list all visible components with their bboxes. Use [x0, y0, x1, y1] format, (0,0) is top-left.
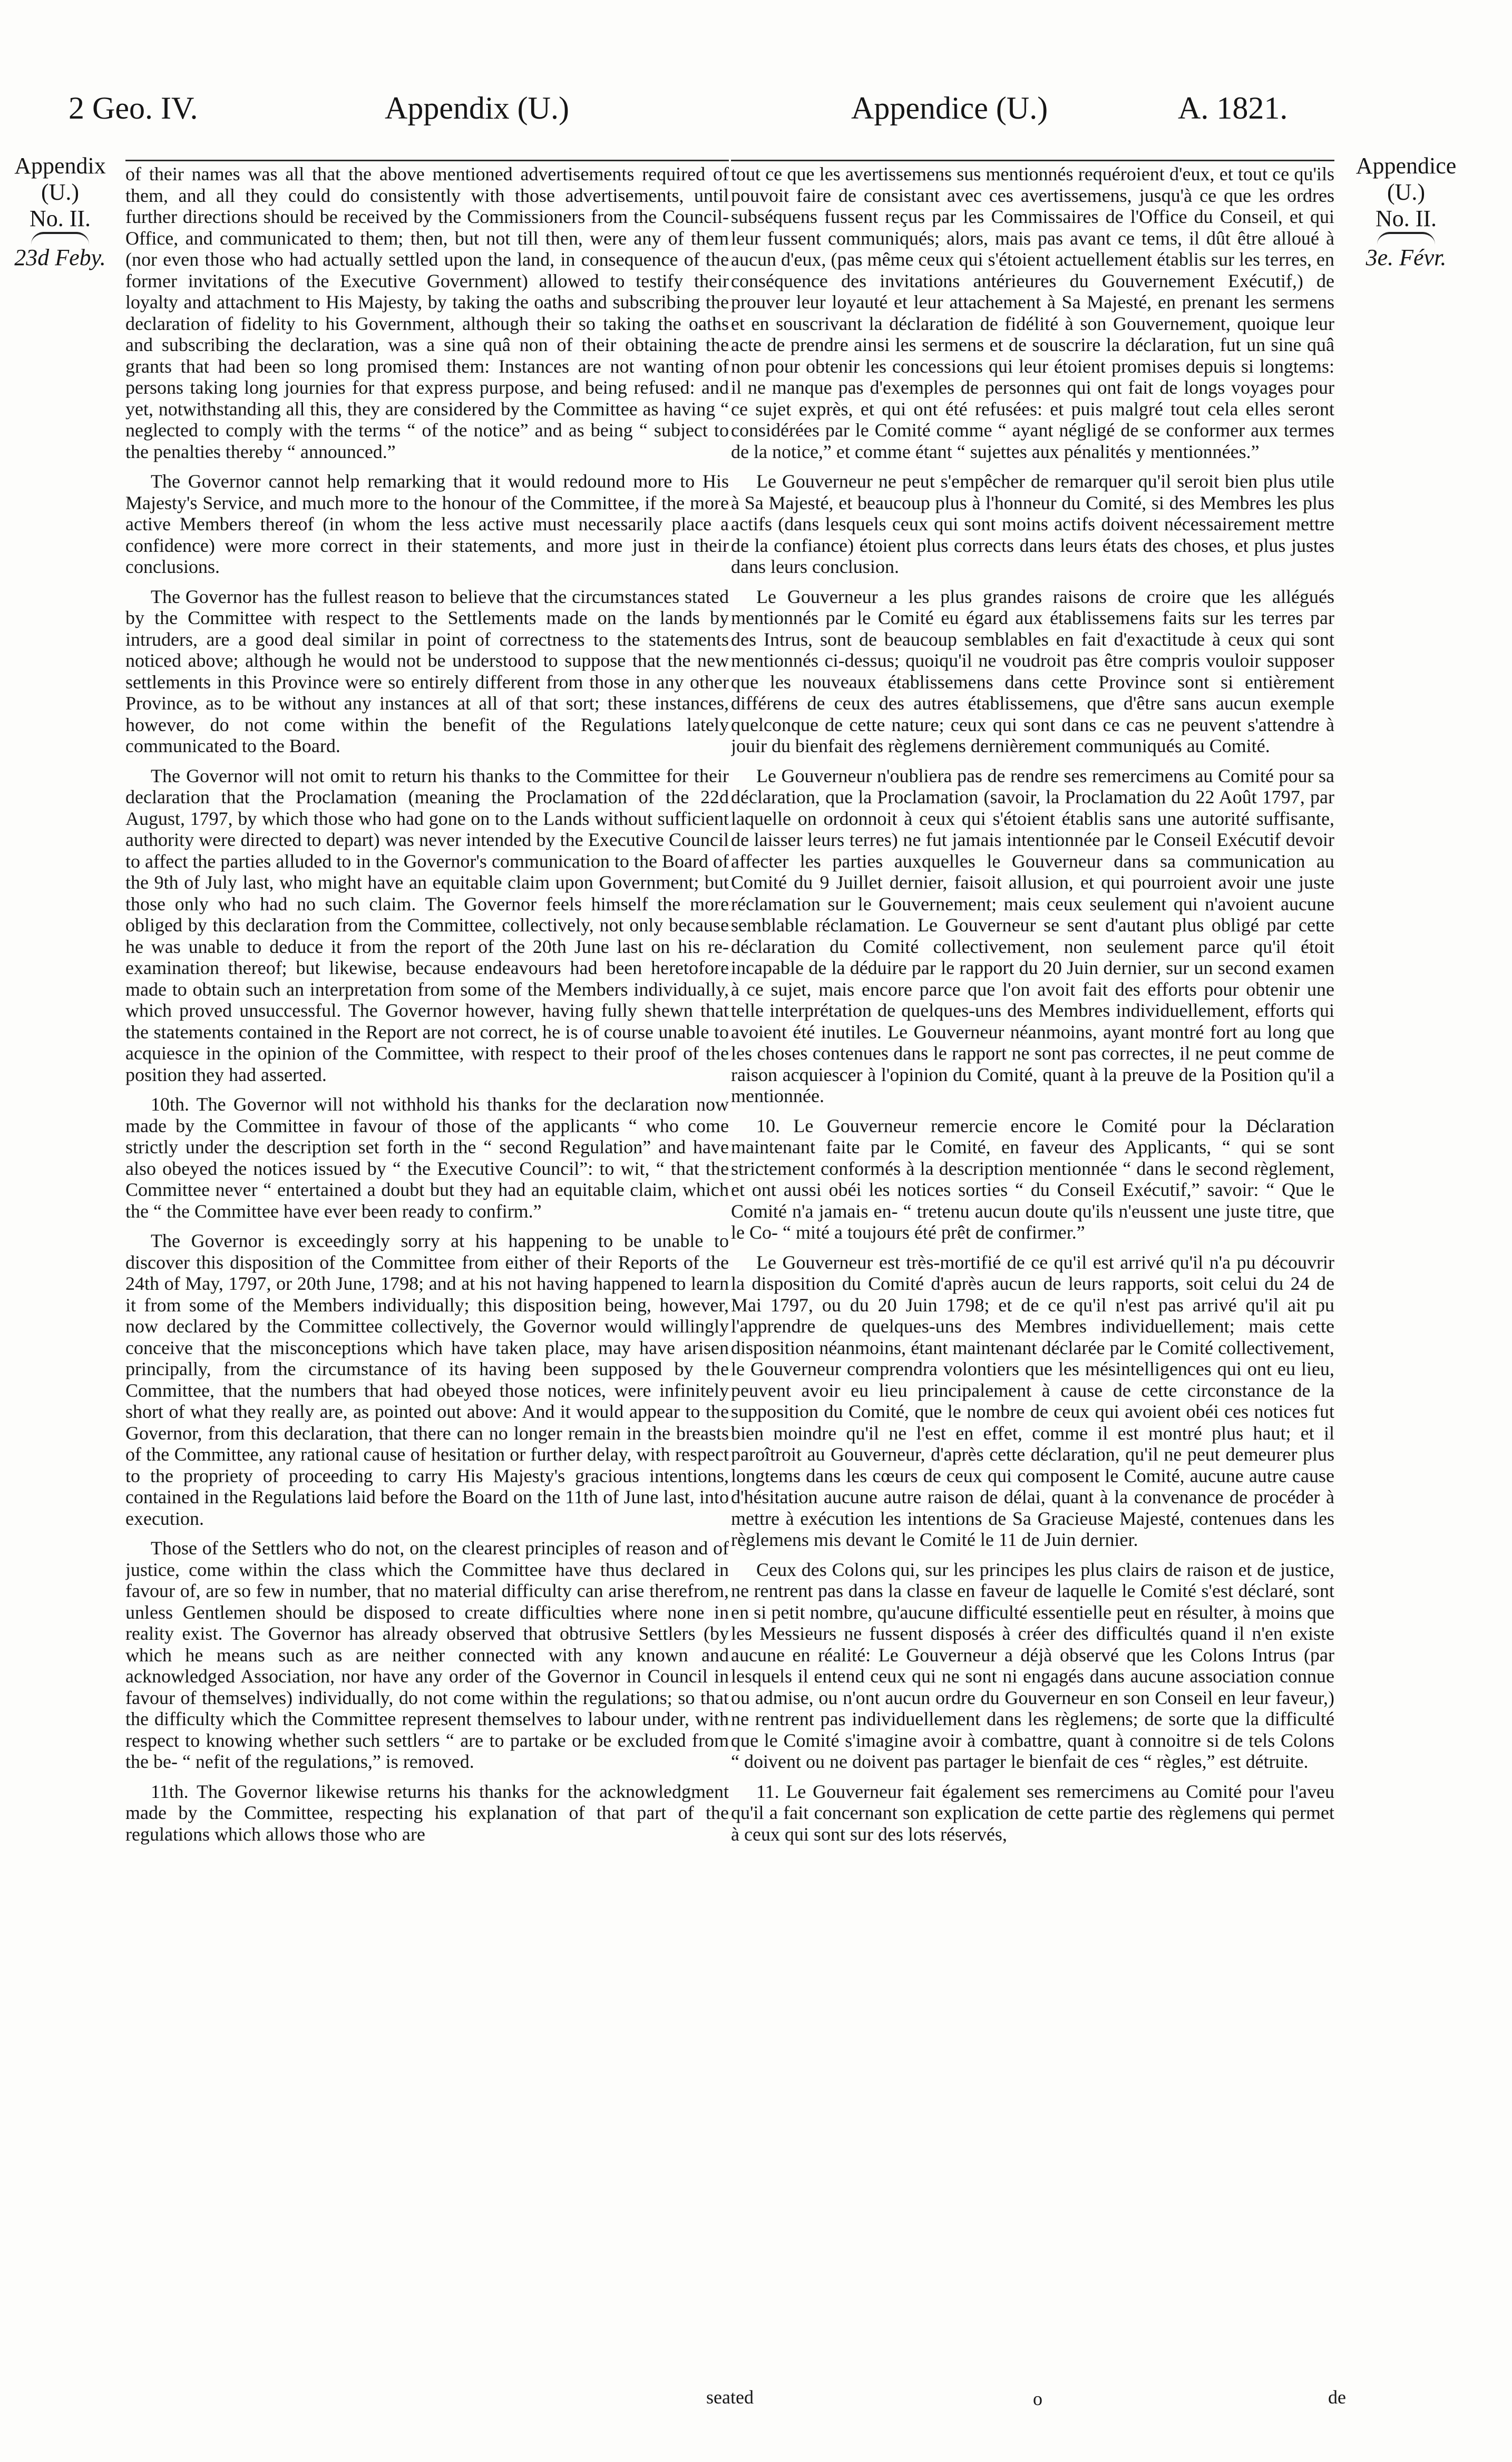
paragraph: 11th. The Governor likewise returns his thanks for the acknowledgment made by the Committee, respecting his explanation of that part of the regulations which allows those who are — [125, 1780, 729, 1845]
catchword-en: seated — [706, 2387, 754, 2408]
margin-number: No. II. — [29, 206, 91, 231]
margin-appendix-letter: (U.) — [41, 179, 80, 205]
margin-appendice: Appendice — [1355, 153, 1457, 179]
column-rule-fr — [731, 160, 1334, 161]
brace-mark — [31, 232, 89, 245]
paragraph: Le Gouverneur a les plus grandes raisons de croire que les allégués mentionnés par le Comité eu égard aux établissemens faits sur les terres par des Intrus, sont de beaucoup semblables en fait d'exactitude à ceux qui sont mentionnés ci-dessus; quoiqu'il ne voudroit pas être compris vouloir supposer que les nouveaux établissemens dans cette Province sont si entièrement différens de ceux des autres établissemens, que d'être sans aucun exemple quelconque de cette nature; ceux qui sont dans ce cas ne peuvent s'attendre à jouir du bienfait des règlemens dernièrement communiqués au Comité. — [731, 586, 1334, 756]
paragraph: 10th. The Governor will not withhold his thanks for the declaration now made by the Committee in favour of those of the applicants “ who come strictly under the description set forth in the “ second Regulation” and have also obeyed the notices issued by “ the Executive Council”: to wit, “ that the Committee never “ entertained a doubt but they had an equitable claim, which the “ the Committee have ever been ready to confirm.” — [125, 1094, 729, 1222]
paragraph: The Governor cannot help remarking that it would redound more to His Majesty's Service, and much more to the honour of the Committee, if the more active Members thereof (in whom the less active must necessarily place a confidence) were more correct in their statements, and more just in their conclusions. — [125, 471, 729, 577]
margin-note-left — [7, 153, 113, 271]
paragraph: The Governor will not omit to return his thanks to the Committee for their declaration that the Proclamation (meaning the Proclamation of the 22d August, 1797, by which those who had gone on to the Lands without sufficient authority were directed to depart) was never intended by the Executive Council to affect the parties alluded to in the Governor's communication to the Board of the 9th of July last, who might have an equitable claim upon Government; but those only who had no such claim. The Governor feels himself the more obliged by this declaration from the Committee, collectively, not only because he was unable to deduce it from the report of the 20th June last on his re-examination thereof; but likewise, because endeavours had been heretofore made to obtain such an interpretation from some of the Members individually, which proved unsuccessful. The Governor however, having fully shewn that the statements contained in the Report are not correct, he is of course unable to acquiesce in the opinion of the Committee, with respect to their proof of the position they had asserted. — [125, 765, 729, 1085]
paragraph: Those of the Settlers who do not, on the clearest principles of reason and of justice, come within the class which the Committee have thus declared in favour of, are so few in number, that no material difficulty can arise therefrom, unless Gentlemen should be disposed to create difficulties where none in reality exist. The Governor has already observed that obtrusive Settlers (by which he means such as are neither connected with any known and acknowledged Association, nor have any order of the Governor in Council in favour of themselves) individually, do not come within the regulations; so that the difficulty which the Committee represent themselves to labour under, with respect to knowing whether such settlers “ are to partake or be excluded from the be- “ nefit of the regulations,” is removed. — [125, 1537, 729, 1772]
paragraph: of their names was all that the above mentioned advertisements required of them, and all they could do consistently with those advertisements, until further directions should be received by the Commissioners from the Council-Office, and communicated to them; then, but not till then, were any of them (nor even those who had actually settled upon the land, in consequence of the former invitations of the Executive Government) allowed to testify their loyalty and attachment to His Majesty, by taking the oaths and subscribing the declaration of fidelity to his Government, although their so taking the oaths and subscribing the declaration, was a sine quâ non of their obtaining the grants that had been so long promised them: Instances are not wanting of persons taking long journies for that express purpose, and being refused: and yet, notwithstanding all this, they are considered by the Committee as having “ neglected to comply with the terms “ of the notice” and as being “ subject to the penalties thereby “ announced.” — [125, 163, 729, 462]
column-rule-en — [125, 160, 729, 161]
margin-appendix: Appendix — [14, 153, 106, 179]
margin-number: No. II. — [1375, 206, 1437, 231]
running-head-right — [851, 79, 1460, 137]
paragraph: 11. Le Gouverneur fait également ses remercimens au Comité pour l'aveu qu'il a fait concernant son explication de cette partie des règlemens qui permet à ceux qui sont sur des lots réservés, — [731, 1780, 1334, 1845]
paragraph: Ceux des Colons qui, sur les principes les plus clairs de raison et de justice, ne rentrent pas dans la classe en faveur de laquelle le Comité s'est déclaré, sont en si petit nombre, qu'aucune difficulté essentielle peut en résulter, à moins que les Messieurs ne fussent disposés à créer des difficultés quand il n'en existe aucune en réalité: Le Gouverneur a déjà observé que les Colons Intrus (par lesquels il entend ceux qui ne sont ni engagés dans aucune association connue ou admise, ou n'ont aucun ordre du Gouverneur en son Conseil en leur faveur,) ne rentrent pas individuellement dans les règlemens; de sorte que la difficulté que le Comité s'imagine avoir à combattre, quant à connoitre si de tels Colons “ doivent ou ne doivent pas partager le bienfait de ces “ règles,” est détruite. — [731, 1559, 1334, 1772]
appendix-label-fr: Appendice (U.) — [851, 91, 1048, 125]
paragraph: Le Gouverneur est très-mortifié de ce qu'il est arrivé qu'il n'a pu découvrir la disposition du Comité d'après aucun de leurs rapports, soit celui du 24 de Mai 1797, ou du 20 Juin 1798; et de ce qu'il n'est pas arrivé qu'il ait pu l'apprendre de quelques-uns des Membres individuellement; mais cette disposition néanmoins, étant maintenant déclarée par le Comité collectivement, le Gouverneur comprendra volontiers que les mésintelligences qui ont eu lieu, peuvent avoir eu lieu principalement à cause de cette circonstance de la supposition du Comité, que le nombre de ceux qui avoient obéi ces notices fut bien moindre qu'il ne l'est en effet, comme il est montré plus haut; et il paroîtroit au Gouverneur, d'après cette déclaration, qu'il ne peut demeurer plus longtems dans les cœurs de ceux qui composent le Comité, aucune autre cause d'hésitation aucune autre raison de délai, quant à la convenance de procéder à mettre à exécution les intentions de Sa Gracieuse Majesté, contenues dans les règlemens mis devant le Comité le 11 de Juin dernier. — [731, 1251, 1334, 1550]
signature-mark: o — [1033, 2388, 1042, 2409]
brace-mark — [1377, 232, 1435, 245]
paragraph: Le Gouverneur ne peut s'empêcher de remarquer qu'il seroit bien plus utile à Sa Majesté, et beaucoup plus à l'honneur du Comité, si des Membres les plus actifs (dans lesquels ceux qui sont moins actifs doivent nécessairement mettre de la confiance) étoient plus corrects dans leurs états des choses, et plus justes dans leurs conclusion. — [731, 471, 1334, 577]
margin-note-right — [1353, 153, 1459, 271]
paragraph: tout ce que les avertissemens sus mentionnés requéroient d'eux, et tout ce qu'ils pouvoit faire de consistant avec ces avertissemens, jusqu'à ce que les ordres subséquens fussent reçus par les Commissaires de l'Office du Conseil, et qui leur fussent communiqués; alors, mais pas avant ce tems, il dût être alloué à aucun d'eux, (pas même ceux qui s'étoient actuellement établis sur les terres, en conséquence des invitations antérieures du Gouvernement Exécutif,) de prouver leur loyauté et leur attachement à Sa Majesté, en prenant les sermens et en souscrivant la déclaration de fidélité à son Gouvernement, quoique leur acte de prendre ainsi les sermens et de souscrire la déclaration, fut un sine quâ non pour obtenir les concessions qui leur étoient promises depuis si longtems: il ne manque pas d'exemples de personnes qui ont fait de longs voyages pour ce sujet exprès, et qui ont été refusées: et puis malgré tout cela elles seront considérées par le Comité comme “ ayant négligé de se conformer aux termes de la notice,” et comme étant “ sujettes aux pénalités y mentionnées.” — [731, 163, 1334, 462]
year-label: A. 1821. — [1178, 91, 1288, 125]
catchword-fr: de — [1328, 2387, 1346, 2408]
margin-date: 3e. Févr. — [1365, 245, 1447, 270]
paragraph: Le Gouverneur n'oubliera pas de rendre ses remercimens au Comité pour sa déclaration, que la Proclamation (savoir, la Proclamation du 22 Août 1797, par laquelle on ordonnoit à ceux qui s'étoient établis sans une autorité suffisante, de laisser leurs terres) ne fut jamais intentionnée par le Conseil Exécutif devoir affecter les parties auxquelles le Gouverneur dans sa communication au Comité du 9 Juillet dernier, faisoit allusion, et qui pourroient avoir une juste réclamation sur le Gouvernement; mais ceux seulement qui n'avoient aucune semblable réclamation. Le Gouverneur se sent d'autant plus obligé par cette déclaration du Comité collectivement, non seulement parce qu'il étoit incapable de la déduire par le rapport du 20 Juin dernier, sur un second examen à ce sujet, mais encore parce que l'on avoit fait des efforts pour obtenir une telle interprétation de quelques-uns des Membres individuellement, efforts qui avoient été inutiles. Le Gouverneur néanmoins, ayant montré fort au long que les choses contenues dans le rapport ne sont pas correctes, il ne peut comme de raison acquiescer à l'opinion du Comité, quant à la preuve de la Position qu'il a mentionnée. — [731, 765, 1334, 1106]
french-column — [731, 163, 1334, 2293]
appendix-label-en: Appendix (U.) — [385, 91, 569, 125]
margin-date: 23d Feby. — [14, 245, 106, 270]
paragraph: The Governor has the fullest reason to believe that the circumstances stated by the Committee with respect to the Settlements made on the lands by intruders, are a good deal similar in point of correctness to the statements noticed above; although he would not be understood to suppose that the new settlements in this Province were so entirely different from those in any other Province, as to be without any instances at all of that sort; these instances, however, do not come within the benefit of the Regulations lately communicated to the Board. — [125, 586, 729, 756]
paragraph: The Governor is exceedingly sorry at his happening to be unable to discover this disposition of the Committee from either of their Reports of the 24th of May, 1797, or 20th June, 1798; and at his not having happened to learn it from some of the Members individually; this disposition being, however, now declared by the Committee collectively, the Governor would willingly conceive that the misconceptions which have taken place, may have arisen principally, from the circumstance of its having been supposed by the Committee, that the numbers that had obeyed those notices, were infinitely short of what they really are, as pointed out above: And it would appear to the Governor, from this declaration, that there can no longer remain in the breasts of the Committee, any rational cause of hesitation or further delay, with respect to the propriety of proceeding to carry His Majesty's gracious intentions, contained in the Regulations laid before the Board on the 11th of June last, into execution. — [125, 1230, 729, 1529]
margin-appendice-letter: (U.) — [1387, 179, 1426, 205]
running-head-left — [69, 79, 680, 137]
english-column — [125, 163, 729, 2293]
paragraph: 10. Le Gouverneur remercie encore le Comité pour la Déclaration maintenant faite par le Comité, en faveur des Applicants, “ qui se sont strictement conformés à la description mentionnée “ dans le second règlement, et ont aussi obéi les notices sorties “ du Conseil Exécutif,” savoir: “ Que le Comité n'a jamais en- “ tretenu aucun doute qu'ils n'eussent une juste titre, que le Co- “ mité a toujours été prêt de confirmer.” — [731, 1115, 1334, 1243]
regnal-year: 2 Geo. IV. — [69, 91, 198, 125]
